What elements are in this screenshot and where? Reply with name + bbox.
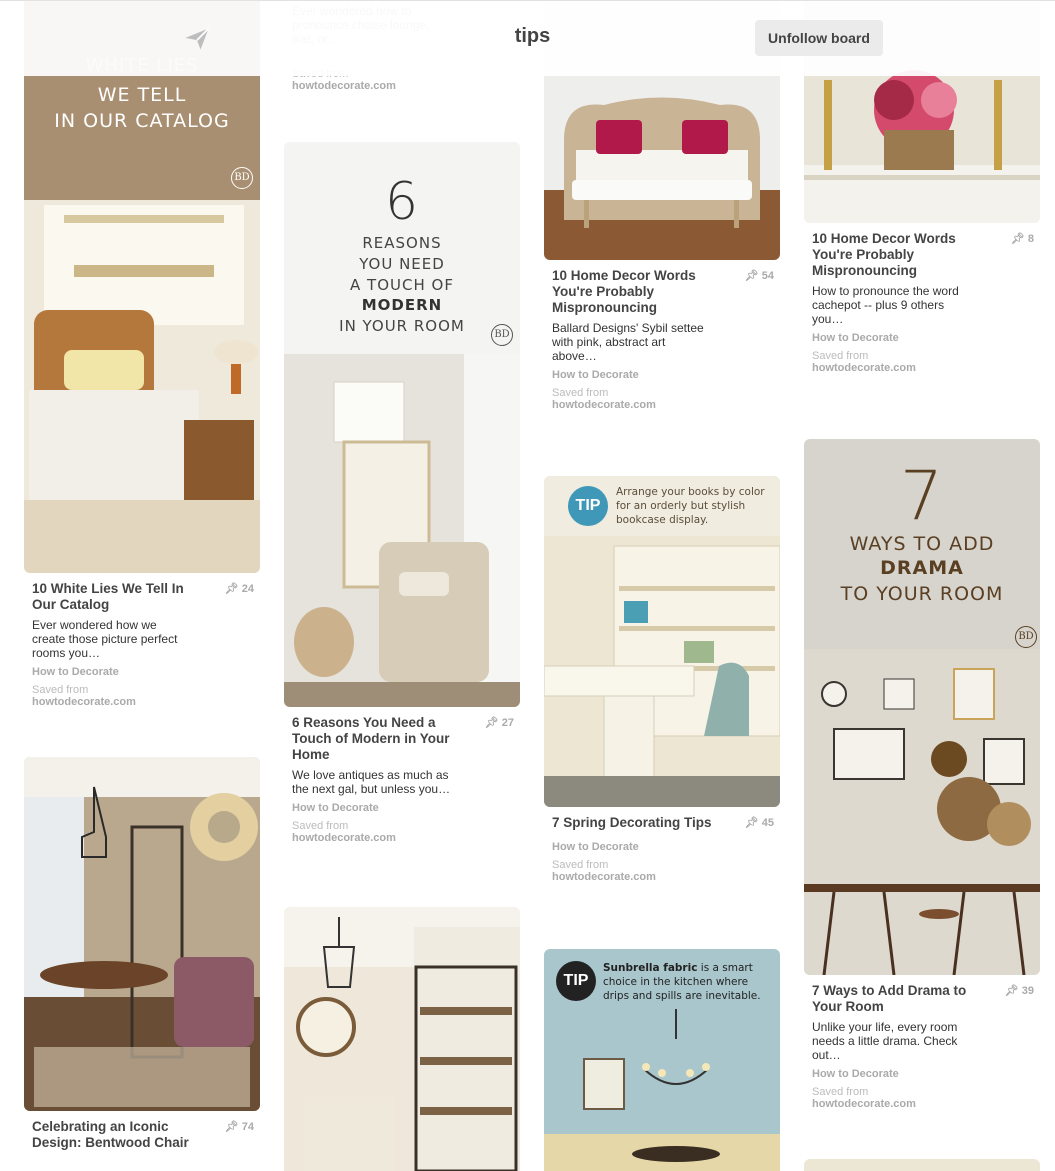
pin-image[interactable]	[804, 439, 1040, 975]
brand-logo: BD	[491, 324, 513, 346]
heading-line: YOU NEED	[359, 255, 445, 273]
heading-line-bold: MODERN	[361, 296, 443, 314]
repin-count: 📌︎ 8	[1010, 233, 1034, 245]
tip-text: Arrange your books by color for an orderly but stylish bookcase display.	[616, 486, 765, 526]
pushpin-icon: 📌︎	[224, 1121, 239, 1133]
tip-badge: TIP	[568, 486, 608, 526]
pin-title[interactable]: Celebrating an Iconic Design: Bentwood Chair	[32, 1119, 189, 1150]
pin-title[interactable]: 10 White Lies We Tell In Our Catalog	[32, 581, 184, 612]
pushpin-icon: 📌︎	[1010, 233, 1025, 245]
pin-title[interactable]: 10 Home Decor Words You're Probably Mispronouncing	[812, 231, 956, 278]
repin-count: 📌︎ 74	[224, 1121, 254, 1133]
pin-image[interactable]	[24, 0, 260, 573]
pin-title[interactable]: 10 Home Decor Words You're Probably Mispronouncing	[552, 268, 696, 315]
pin-image[interactable]	[284, 142, 520, 707]
source-link[interactable]: howtodecorate.com	[812, 362, 916, 374]
heading-line: A TOUCH OF	[350, 276, 454, 294]
board-link[interactable]: How to Decorate	[812, 1068, 899, 1080]
pin-white-lies[interactable]	[24, 0, 260, 708]
pin-image[interactable]	[544, 949, 780, 1171]
heading-number: 6	[384, 172, 420, 232]
repin-count: 📌︎ 27	[484, 717, 514, 729]
brand-logo: BD	[231, 167, 253, 189]
pin-description: We love antiques as much as the next gal, but unless you…	[292, 768, 451, 796]
board-link[interactable]: How to Decorate	[812, 332, 899, 344]
repin-count: 📌︎ 24	[224, 583, 254, 595]
pin-bentwood[interactable]	[24, 757, 260, 1151]
source-link[interactable]: howtodecorate.com	[552, 399, 656, 411]
pin-description: How to pronounce the word cachepot -- plus 9 others you…	[812, 284, 959, 326]
pin-title[interactable]: 7 Ways to Add Drama to Your Room	[812, 983, 967, 1014]
dining-room-photo	[24, 757, 260, 1111]
pin-image[interactable]	[24, 757, 260, 1111]
pin-description: Unlike your life, every room needs a little drama. Check out…	[812, 1020, 958, 1062]
pin-modern[interactable]	[284, 142, 520, 844]
board-title: tips	[514, 25, 551, 47]
heading-line: IN OUR CATALOG	[54, 110, 230, 132]
board-link[interactable]: How to Decorate	[292, 802, 379, 814]
heading-line: TO YOUR ROOM	[840, 583, 1004, 605]
source-link[interactable]: howtodecorate.com	[292, 832, 396, 844]
pushpin-icon: 📌︎	[744, 270, 759, 282]
board-link[interactable]: How to Decorate	[552, 369, 639, 381]
heading-line: IN YOUR ROOM	[339, 317, 465, 335]
source-link[interactable]: howtodecorate.com	[812, 1098, 916, 1110]
pin-image[interactable]	[544, 476, 780, 807]
unfollow-board-button[interactable]: Unfollow board	[755, 20, 883, 56]
saved-from-label: Saved from	[552, 859, 609, 871]
repin-count: 📌︎ 54	[744, 270, 774, 282]
pin-description: Ever wondered how we create those picture perfect rooms you…	[32, 618, 178, 660]
pin-title[interactable]: 6 Reasons You Need a Touch of Modern in Your Home	[292, 715, 450, 762]
pin-description: Ballard Designs' Sybil settee with pink, abstract art above…	[552, 321, 704, 363]
pin-office[interactable]	[284, 907, 520, 1171]
heading-line: WE TELL	[97, 84, 187, 106]
tip-text: Sunbrella fabric is a smart choice in the kitchen where drips and spills are inevitable.	[603, 962, 761, 1002]
pushpin-icon: 📌︎	[744, 817, 759, 829]
tip-badge: TIP	[556, 961, 596, 1001]
pushpin-icon: 📌︎	[1004, 985, 1019, 997]
pin-sunbrella[interactable]	[544, 949, 780, 1171]
source-link[interactable]: howtodecorate.com	[32, 696, 136, 708]
pushpin-icon: 📌︎	[224, 583, 239, 595]
source-link[interactable]: howtodecorate.com	[292, 80, 396, 92]
pin-drama[interactable]	[804, 439, 1040, 1110]
heading-line-bold: DRAMA	[880, 557, 964, 579]
heading-number: 7	[899, 457, 945, 536]
saved-from-label: Saved from	[32, 684, 89, 696]
repin-count: 📌︎ 45	[744, 817, 774, 829]
pin-partial-bottom[interactable]	[804, 1159, 1040, 1171]
saved-from-label: Saved from	[552, 387, 609, 399]
pin-image[interactable]	[284, 907, 520, 1171]
brand-logo: BD	[1015, 626, 1037, 648]
source-link[interactable]: howtodecorate.com	[552, 871, 656, 883]
pin-spring-tips[interactable]	[544, 476, 780, 883]
board-header	[0, 0, 1055, 76]
office-photo	[284, 907, 520, 1171]
board-link[interactable]: How to Decorate	[552, 841, 639, 853]
heading-line: REASONS	[362, 234, 442, 252]
saved-from-label: Saved from	[812, 350, 869, 362]
pin-title[interactable]: 7 Spring Decorating Tips	[552, 815, 712, 830]
heading-line: WAYS TO ADD	[849, 533, 995, 555]
saved-from-label: Saved from	[812, 1086, 869, 1098]
saved-from-label: Saved from	[292, 820, 349, 832]
pushpin-icon: 📌︎	[484, 717, 499, 729]
pin-image[interactable]	[804, 1159, 1040, 1171]
repin-count: 📌︎ 39	[1004, 985, 1034, 997]
board-link[interactable]: How to Decorate	[32, 666, 119, 678]
